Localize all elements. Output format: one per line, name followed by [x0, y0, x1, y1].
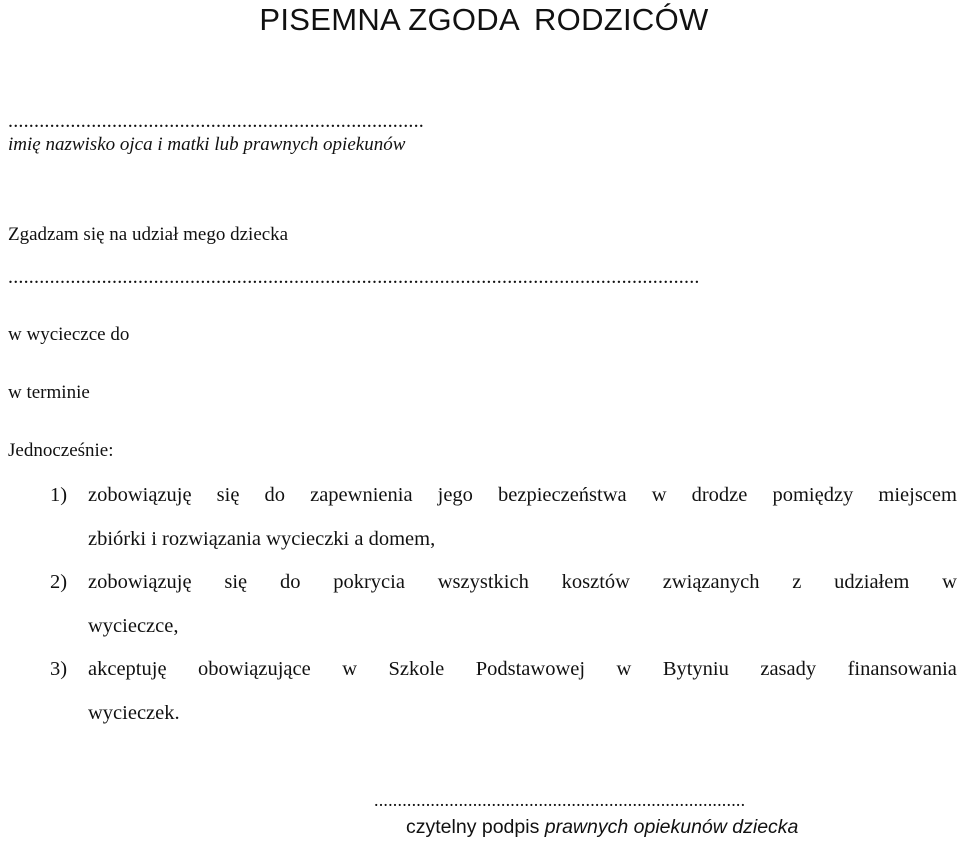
simultaneously-label: Jednocześnie: — [8, 440, 114, 461]
list-item-number-3: 3) — [50, 658, 68, 680]
trip-destination-label: w wycieczce do — [8, 324, 130, 345]
parent-name-label: imię nazwisko ojca i matki lub prawnych opiekunów — [8, 134, 406, 155]
word: miejscem — [878, 484, 957, 506]
consent-text: Zgadzam się na udział mego dziecka — [8, 224, 289, 245]
word: Szkole — [388, 658, 445, 680]
word: Podstawowej — [475, 658, 586, 680]
word: do — [264, 484, 286, 506]
child-name-dotted-line: ..................................................................................................................................... — [8, 266, 700, 288]
word: obowiązujące — [198, 658, 311, 680]
list-item-number-2: 2) — [50, 571, 68, 593]
word: w — [342, 658, 357, 680]
word: w — [942, 571, 957, 593]
list-item-3-line2: wycieczek. — [88, 702, 180, 724]
signature-dotted-line: ............................................................................... — [374, 790, 746, 810]
word: zasady — [760, 658, 817, 680]
document-title — [0, 2, 960, 38]
parent-name-dotted-line: ................................................................................ — [8, 110, 424, 132]
word: finansowania — [847, 658, 957, 680]
list-item-2-line2: wycieczce, — [88, 615, 179, 637]
title-left: PISEMNA ZGODA — [259, 2, 520, 37]
signature-label — [406, 816, 798, 839]
word: jego — [437, 484, 473, 506]
word: w — [651, 484, 667, 506]
word: bezpieczeństwa — [498, 484, 627, 506]
signature-label-plain: czytelny podpis — [406, 816, 545, 838]
list-item-1-line2: zbiórki i rozwiązania wycieczki a domem, — [88, 528, 436, 550]
word: pokrycia — [333, 571, 405, 593]
word: do — [279, 571, 301, 593]
signature-label-italic: prawnych opiekunów dziecka — [544, 816, 799, 838]
word: zapewnienia — [310, 484, 413, 506]
word: z — [792, 571, 802, 593]
word: się — [216, 484, 240, 506]
word: zobowiązuję — [88, 484, 192, 506]
word: Bytyniu — [662, 658, 729, 680]
trip-term-label: w terminie — [8, 382, 90, 403]
word: związanych — [662, 571, 760, 593]
title-right: RODZICÓW — [533, 2, 709, 37]
word: w — [616, 658, 632, 680]
word: akceptuję — [88, 658, 167, 680]
word: się — [224, 571, 248, 593]
word: kosztów — [561, 571, 630, 593]
list-item-3-line1 — [88, 658, 957, 681]
word: zobowiązuję — [88, 571, 192, 593]
word: wszystkich — [437, 571, 529, 593]
word: pomiędzy — [772, 484, 854, 506]
list-item-2-line1 — [88, 571, 957, 594]
list-item-1-line1 — [88, 484, 957, 507]
word: udziałem — [834, 571, 910, 593]
word: drodze — [691, 484, 748, 506]
list-item-number-1: 1) — [50, 484, 68, 506]
